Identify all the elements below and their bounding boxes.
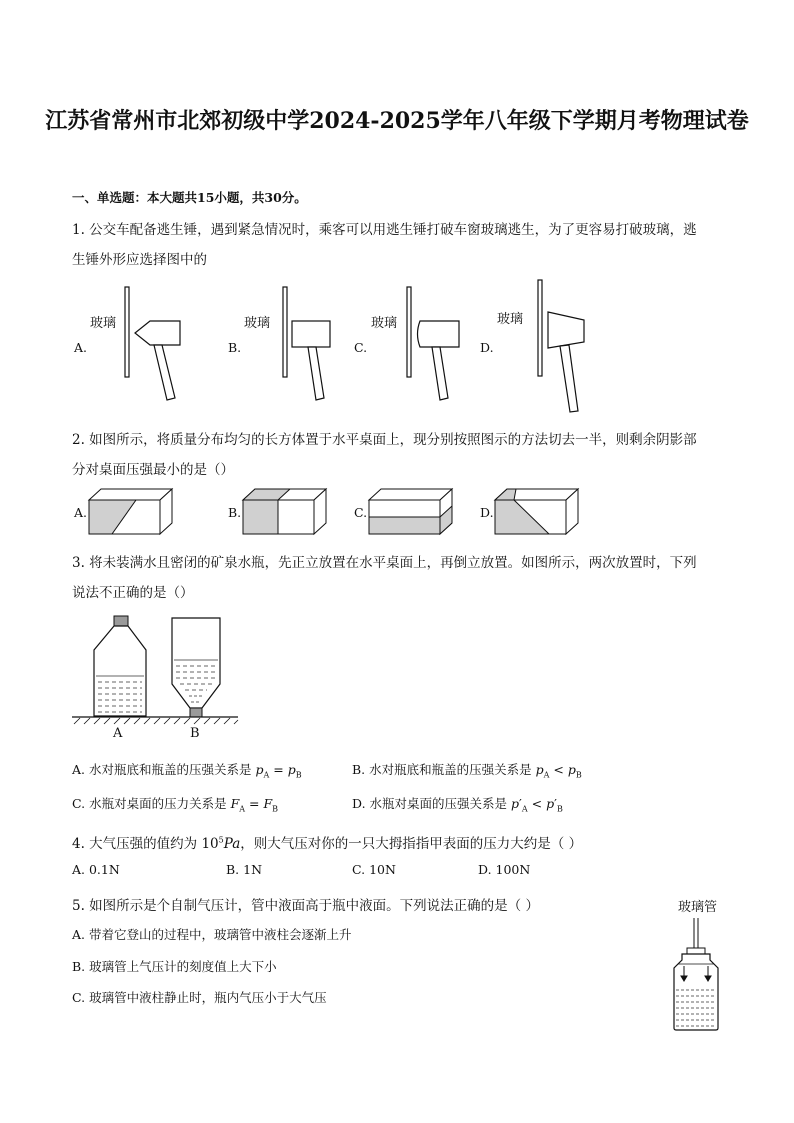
bottle-b-label: B	[190, 726, 200, 741]
q1-glass-label-d: 玻璃	[497, 312, 524, 327]
q3-stem-line2: 说法不正确的是（）	[72, 585, 194, 601]
glass-tube-label: 玻璃管	[678, 900, 718, 915]
block-b-figure	[242, 488, 332, 536]
q1-stem-line1: 1. 公交车配备逃生锤，遇到紧急情况时，乘客可以用逃生锤打破车窗玻璃逃生，为了更容易打破玻璃，逃	[72, 222, 697, 238]
q3-option-d: D. 水瓶对桌面的压强关系是 $p'_A < p'_B$	[352, 796, 563, 814]
q1-glass-label-b: 玻璃	[244, 316, 271, 331]
q2-option-d-label: D.	[480, 505, 494, 520]
q2-stem-line1: 2. 如图所示，将质量分布均匀的长方体置于水平桌面上，现分别按照图示的方法切去一半，则剩余阴影部	[72, 432, 697, 448]
q5-stem: 5. 如图所示是个自制气压计，管中液面高于瓶中液面。下列说法正确的是（ ）	[72, 898, 539, 914]
section-heading: 一、单选题：本大题共15小题，共30分。	[72, 190, 307, 205]
hammer-c-figure	[404, 285, 474, 405]
q2-stem-line2: 分对桌面压强最小的是（）	[72, 462, 234, 478]
q2-option-a-label: A.	[74, 505, 88, 520]
q5-option-a: A. 带着它登山的过程中，玻璃管中液柱会逐渐上升	[72, 927, 352, 942]
q3-option-c: C. 水瓶对桌面的压力关系是 $F_A = F_B$	[72, 796, 279, 814]
hammer-d-figure	[536, 278, 606, 418]
q5-option-c: C. 玻璃管中液柱静止时，瓶内气压小于大气压	[72, 990, 327, 1005]
q1-option-a-label: A.	[74, 340, 88, 355]
q4-stem: 4. 大气压强的值约为 $10^5Pa$，则大气压对你的一只大拇指指甲表面的压力大约是（ ）	[72, 835, 583, 852]
block-d-figure	[494, 488, 584, 536]
q2-option-c-label: C.	[354, 505, 368, 520]
hammer-a-figure	[120, 285, 190, 405]
block-a-figure	[88, 488, 178, 536]
q1-glass-label-c: 玻璃	[371, 316, 398, 331]
q3-stem-line1: 3. 将未装满水且密闭的矿泉水瓶，先正立放置在水平桌面上，再倒立放置。如图所示，两次放置时，下列	[72, 555, 697, 571]
bottle-a-label: A	[113, 726, 123, 741]
q1-glass-label-a: 玻璃	[90, 316, 117, 331]
block-c-figure	[368, 488, 458, 536]
q1-option-c-label: C.	[354, 340, 368, 355]
bottles-figure	[70, 614, 240, 726]
q3-option-a: A. 水对瓶底和瓶盖的压强关系是 $p_A = p_B$	[72, 762, 302, 780]
q1-option-d-label: D.	[480, 340, 494, 355]
q1-stem-line2: 生锤外形应选择图中的	[72, 252, 207, 268]
q5-option-b: B. 玻璃管上气压计的刻度值上大下小	[72, 959, 277, 974]
hammer-b-figure	[280, 285, 350, 405]
page-title: 江苏省常州市北郊初级中学2024-2025学年八年级下学期月考物理试卷	[45, 108, 749, 134]
q4-option-b: B. 1N	[226, 862, 263, 877]
q1-option-b-label: B.	[228, 340, 242, 355]
q2-option-b-label: B.	[228, 505, 242, 520]
barometer-figure	[668, 914, 728, 1034]
q4-option-d: D. 100N	[478, 862, 531, 877]
q4-option-a: A. 0.1N	[72, 862, 120, 877]
q4-option-c: C. 10N	[352, 862, 396, 877]
q3-option-b: B. 水对瓶底和瓶盖的压强关系是 $p_A < p_B$	[352, 762, 582, 780]
